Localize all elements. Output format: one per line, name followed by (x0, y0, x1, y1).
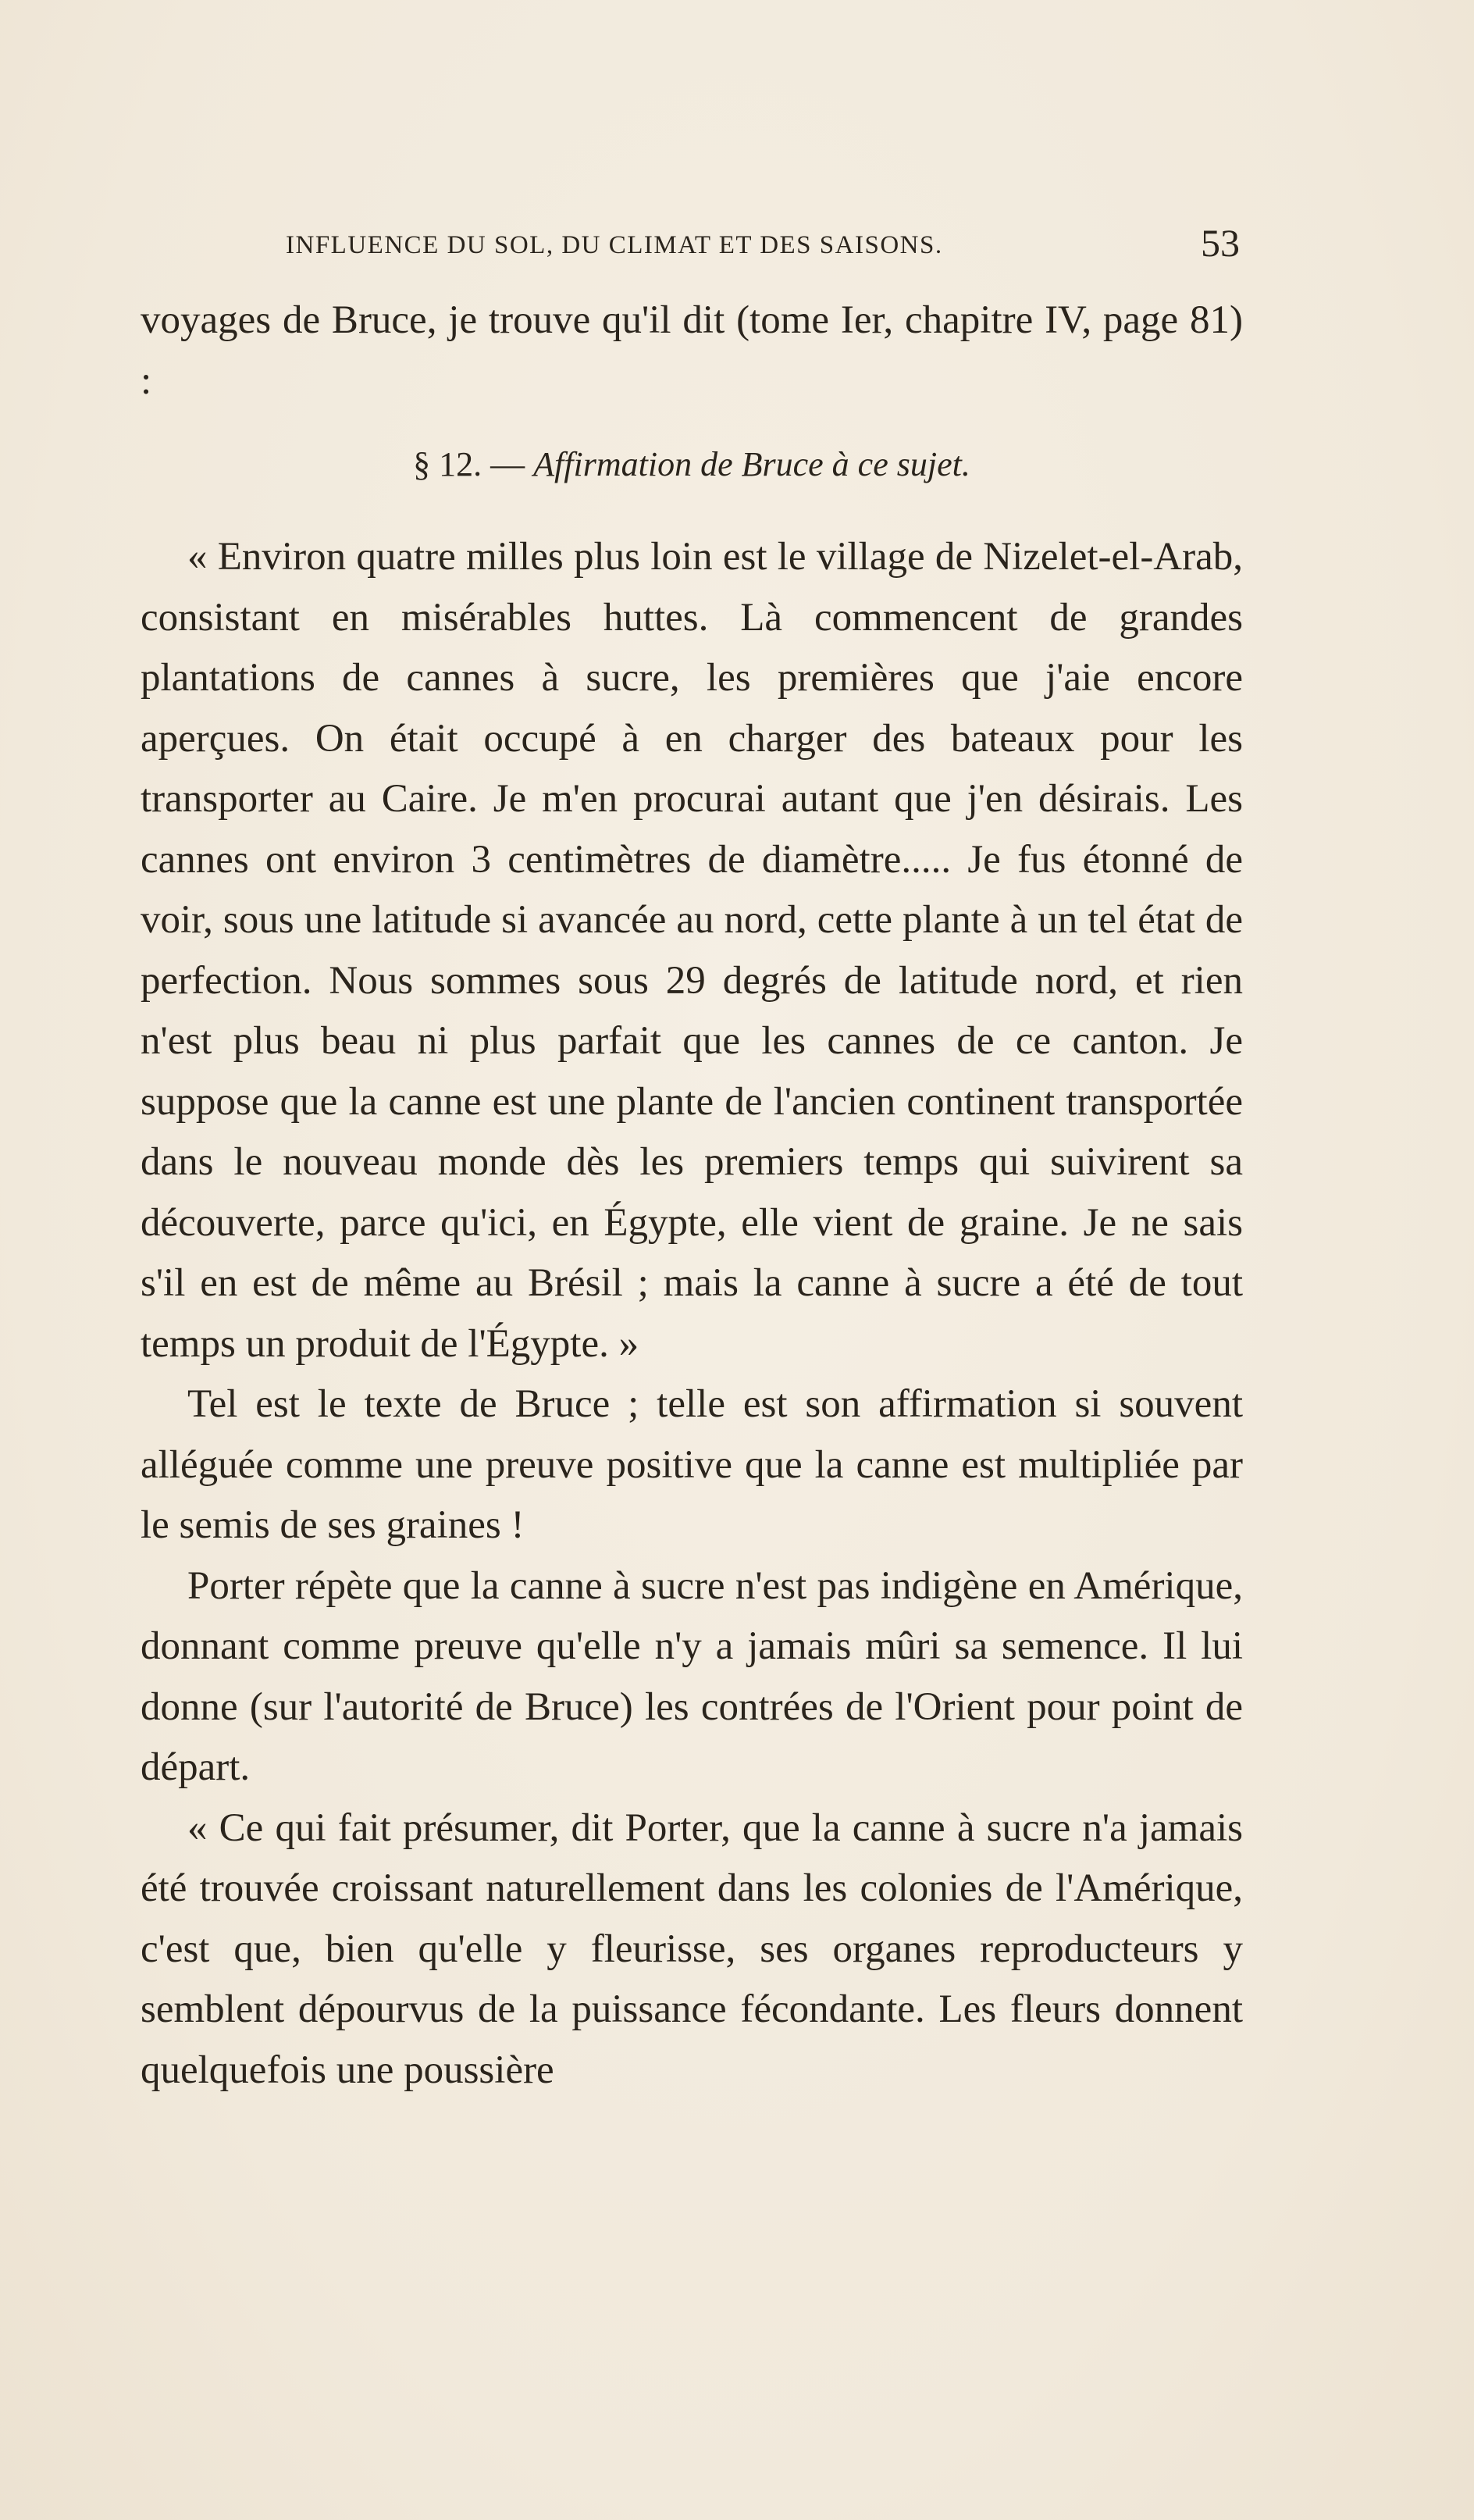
section-heading (141, 441, 1243, 488)
page-header (286, 220, 1240, 267)
body-text (141, 290, 1243, 2101)
page-number: 53 (1201, 221, 1240, 265)
quotation-paragraph: « Environ quatre milles plus loin est le village de Nizelet-el-Arab, consistant en misérables huttes. Là commencent de grandes plantations de cannes à sucre, les premières que j'aie encore aperçues. On était occupé à en charger des bateaux pour les transporter au Caire. Je m'en procurai autant que j'en désirais. Les cannes ont environ 3 centimètres de diamètre..... Je fus étonné de voir, sous une latitude si avancée au nord, cette plante à un tel état de perfection. Nous sommes sous 29 degrés de latitude nord, et rien n'est plus beau ni plus parfait que les cannes de ce canton. Je suppose que la canne est une plante de l'ancien continent transportée dans le nouveau monde dès les premiers temps qui suivirent sa découverte, parce qu'ici, en Égypte, elle vient de graine. Je ne sais s'il en est de même au Brésil ; mais la canne à sucre a été de tout temps un produit de l'Égypte. » (141, 535, 1243, 1366)
paragraph-continuation: voyages de Bruce, je trouve qu'il dit (tome Ier, chapitre IV, page 81) : (141, 298, 1243, 403)
section-title: Affirmation de Bruce à ce sujet. (533, 445, 970, 483)
quotation-paragraph: « Ce qui fait présumer, dit Porter, que la canne à sucre n'a jamais été trouvée croissant naturellement dans les colonies de l'Amérique, c'est que, bien qu'elle y fleurisse, ses organes reproducteurs y semblent dépourvus de la puissance fécondante. Les fleurs donnent quelquefois une poussière (141, 1805, 1243, 2092)
paragraph: Tel est le texte de Bruce ; telle est son affirmation si souvent alléguée comme une preuve positive que la canne est multipliée par le semis de ses graines ! (141, 1382, 1243, 1547)
paragraph: Porter répète que la canne à sucre n'est pas indigène en Amérique, donnant comme preuve qu'elle n'y a jamais mûri sa semence. Il lui donne (sur l'autorité de Bruce) les contrées de l'Orient pour point de départ. (141, 1563, 1243, 1789)
section-number: § 12. — (413, 445, 525, 483)
running-head: INFLUENCE DU SOL, DU CLIMAT ET DES SAISONS. (286, 231, 943, 259)
